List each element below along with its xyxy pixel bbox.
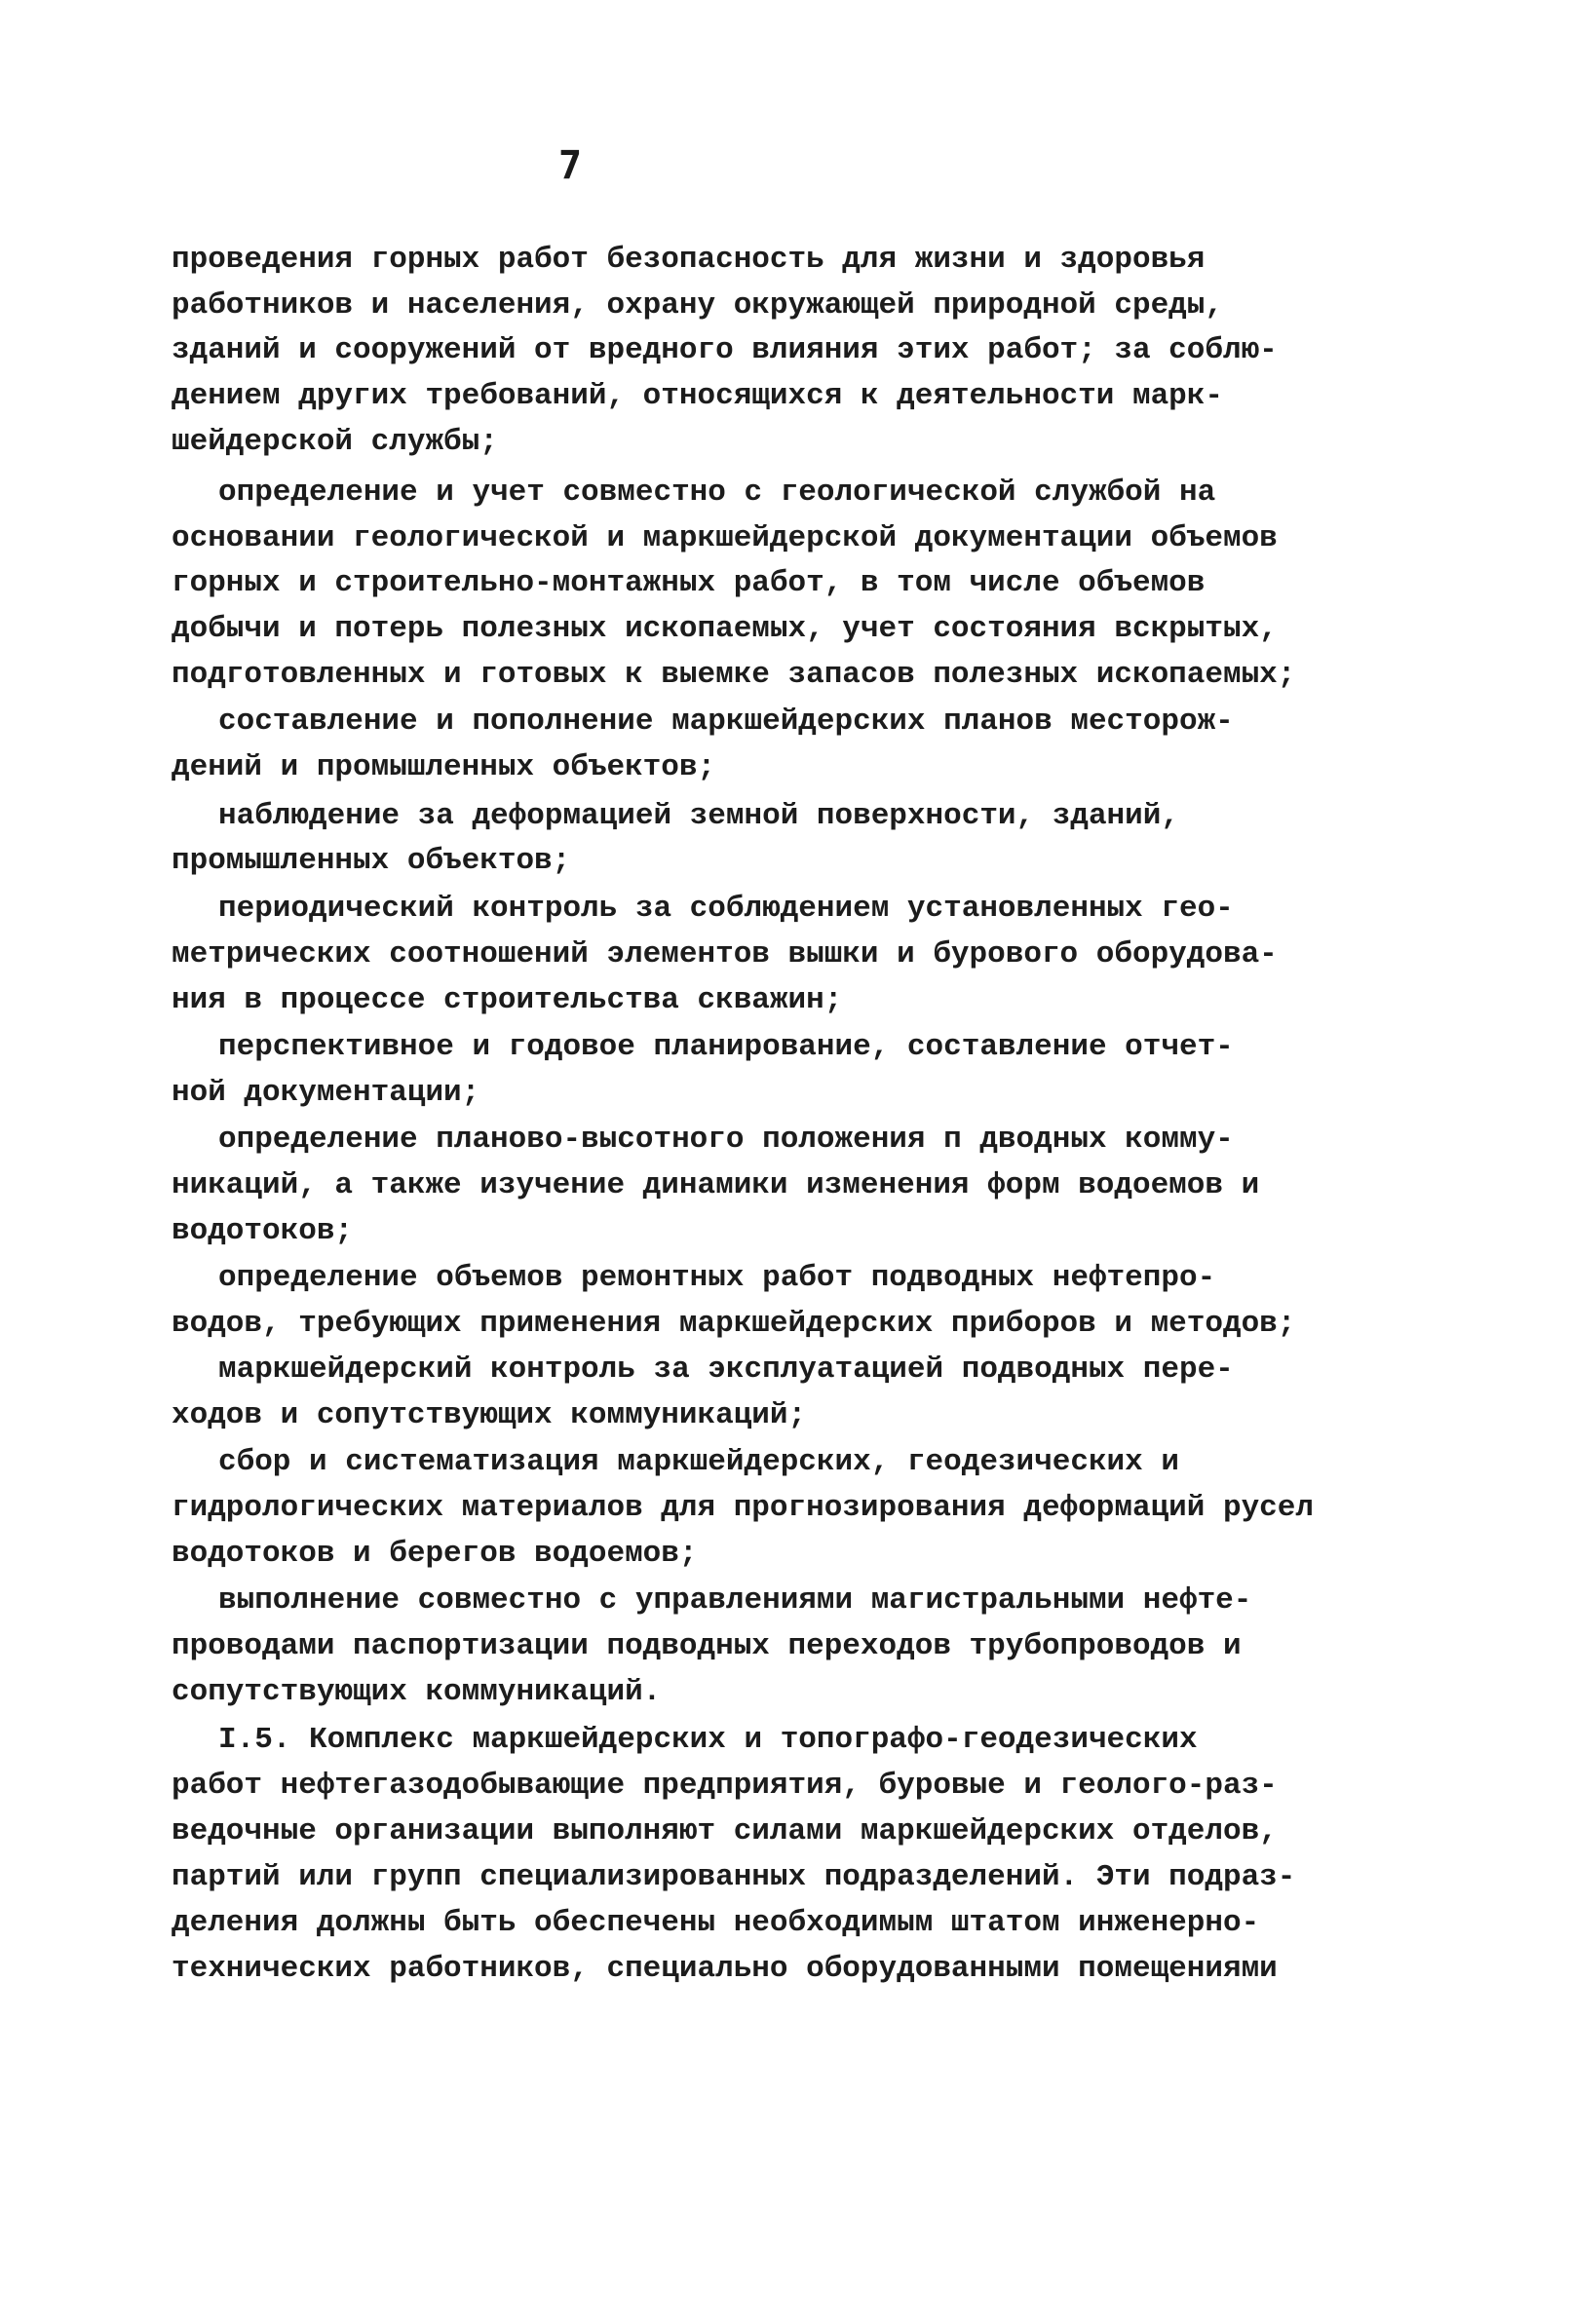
text-line: водов, требующих применения маркшейдерских приборов и методов; [172,1307,1296,1341]
text-line: сопутствующих коммуникаций. [172,1675,662,1709]
text-line: водотоков и берегов водоемов; [172,1537,698,1571]
text-line: работ нефтегазодобывающие предприятия, буровые и геолого-раз- [172,1769,1278,1803]
text-line: основании геологической и маркшейдерской документации объемов [172,521,1278,555]
text-line: ведочные организации выполняют силами маркшейдерских отделов, [172,1814,1278,1848]
text-line: горных и строительно-монтажных работ, в том числе объемов [172,566,1206,600]
text-line: подготовленных и готовых к выемке запасов полезных ископаемых; [172,658,1296,692]
text-line: выполнение совместно с управлениями магистральными нефте- [218,1583,1252,1618]
text-line: деления должны быть обеспечены необходимым штатом инженерно- [172,1906,1260,1940]
text-line: дением других требований, относящихся к деятельности марк- [172,379,1223,413]
text-line: водотоков; [172,1214,354,1248]
text-line: дений и промышленных объектов; [172,750,716,784]
text-line: ной документации; [172,1076,480,1110]
text-line: гидрологических материалов для прогнозирования деформаций русел [172,1491,1314,1525]
text-line: периодический контроль за соблюдением установленных гео- [218,892,1234,926]
text-line: перспективное и годовое планирование, составление отчет- [218,1030,1234,1064]
text-line: технических работников, специально оборудованными помещениями [172,1952,1278,1986]
page-number: 7 [558,143,583,188]
text-line: сбор и систематизация маркшейдерских, геодезических и [218,1445,1179,1479]
text-line: партий или групп специализированных подразделений. Эти подраз- [172,1860,1296,1894]
text-line: никаций, а также изучение динамики изменения форм водоемов и [172,1168,1260,1202]
text-line: шейдерской службы; [172,425,498,459]
text-line: определение и учет совместно с геологической службой на [218,476,1216,510]
text-line: работников и населения, охрану окружающей природной среды, [172,288,1223,323]
text-line: промышленных объектов; [172,844,571,878]
text-line: проводами паспортизации подводных переходов трубопроводов и [172,1629,1242,1663]
text-line: ходов и сопутствующих коммуникаций; [172,1398,807,1432]
text-line: маркшейдерский контроль за эксплуатацией подводных пере- [218,1352,1234,1387]
text-line: I.5. Комплекс маркшейдерских и топографо-геодезических [218,1723,1198,1757]
text-line: наблюдение за деформацией земной поверхности, зданий, [218,799,1179,833]
text-line: зданий и сооружений от вредного влияния этих работ; за соблю- [172,333,1278,367]
text-line: метрических соотношений элементов вышки и бурового оборудова- [172,937,1278,972]
text-line: определение планово-высотного положения п дводных комму- [218,1123,1234,1157]
text-line: определение объемов ремонтных работ подводных нефтепро- [218,1261,1216,1295]
text-line: добычи и потерь полезных ископаемых, учет состояния вскрытых, [172,612,1278,646]
text-line: составление и пополнение маркшейдерских планов месторож- [218,705,1234,739]
text-line: проведения горных работ безопасность для жизни и здоровья [172,243,1206,277]
text-line: ния в процессе строительства скважин; [172,983,843,1017]
